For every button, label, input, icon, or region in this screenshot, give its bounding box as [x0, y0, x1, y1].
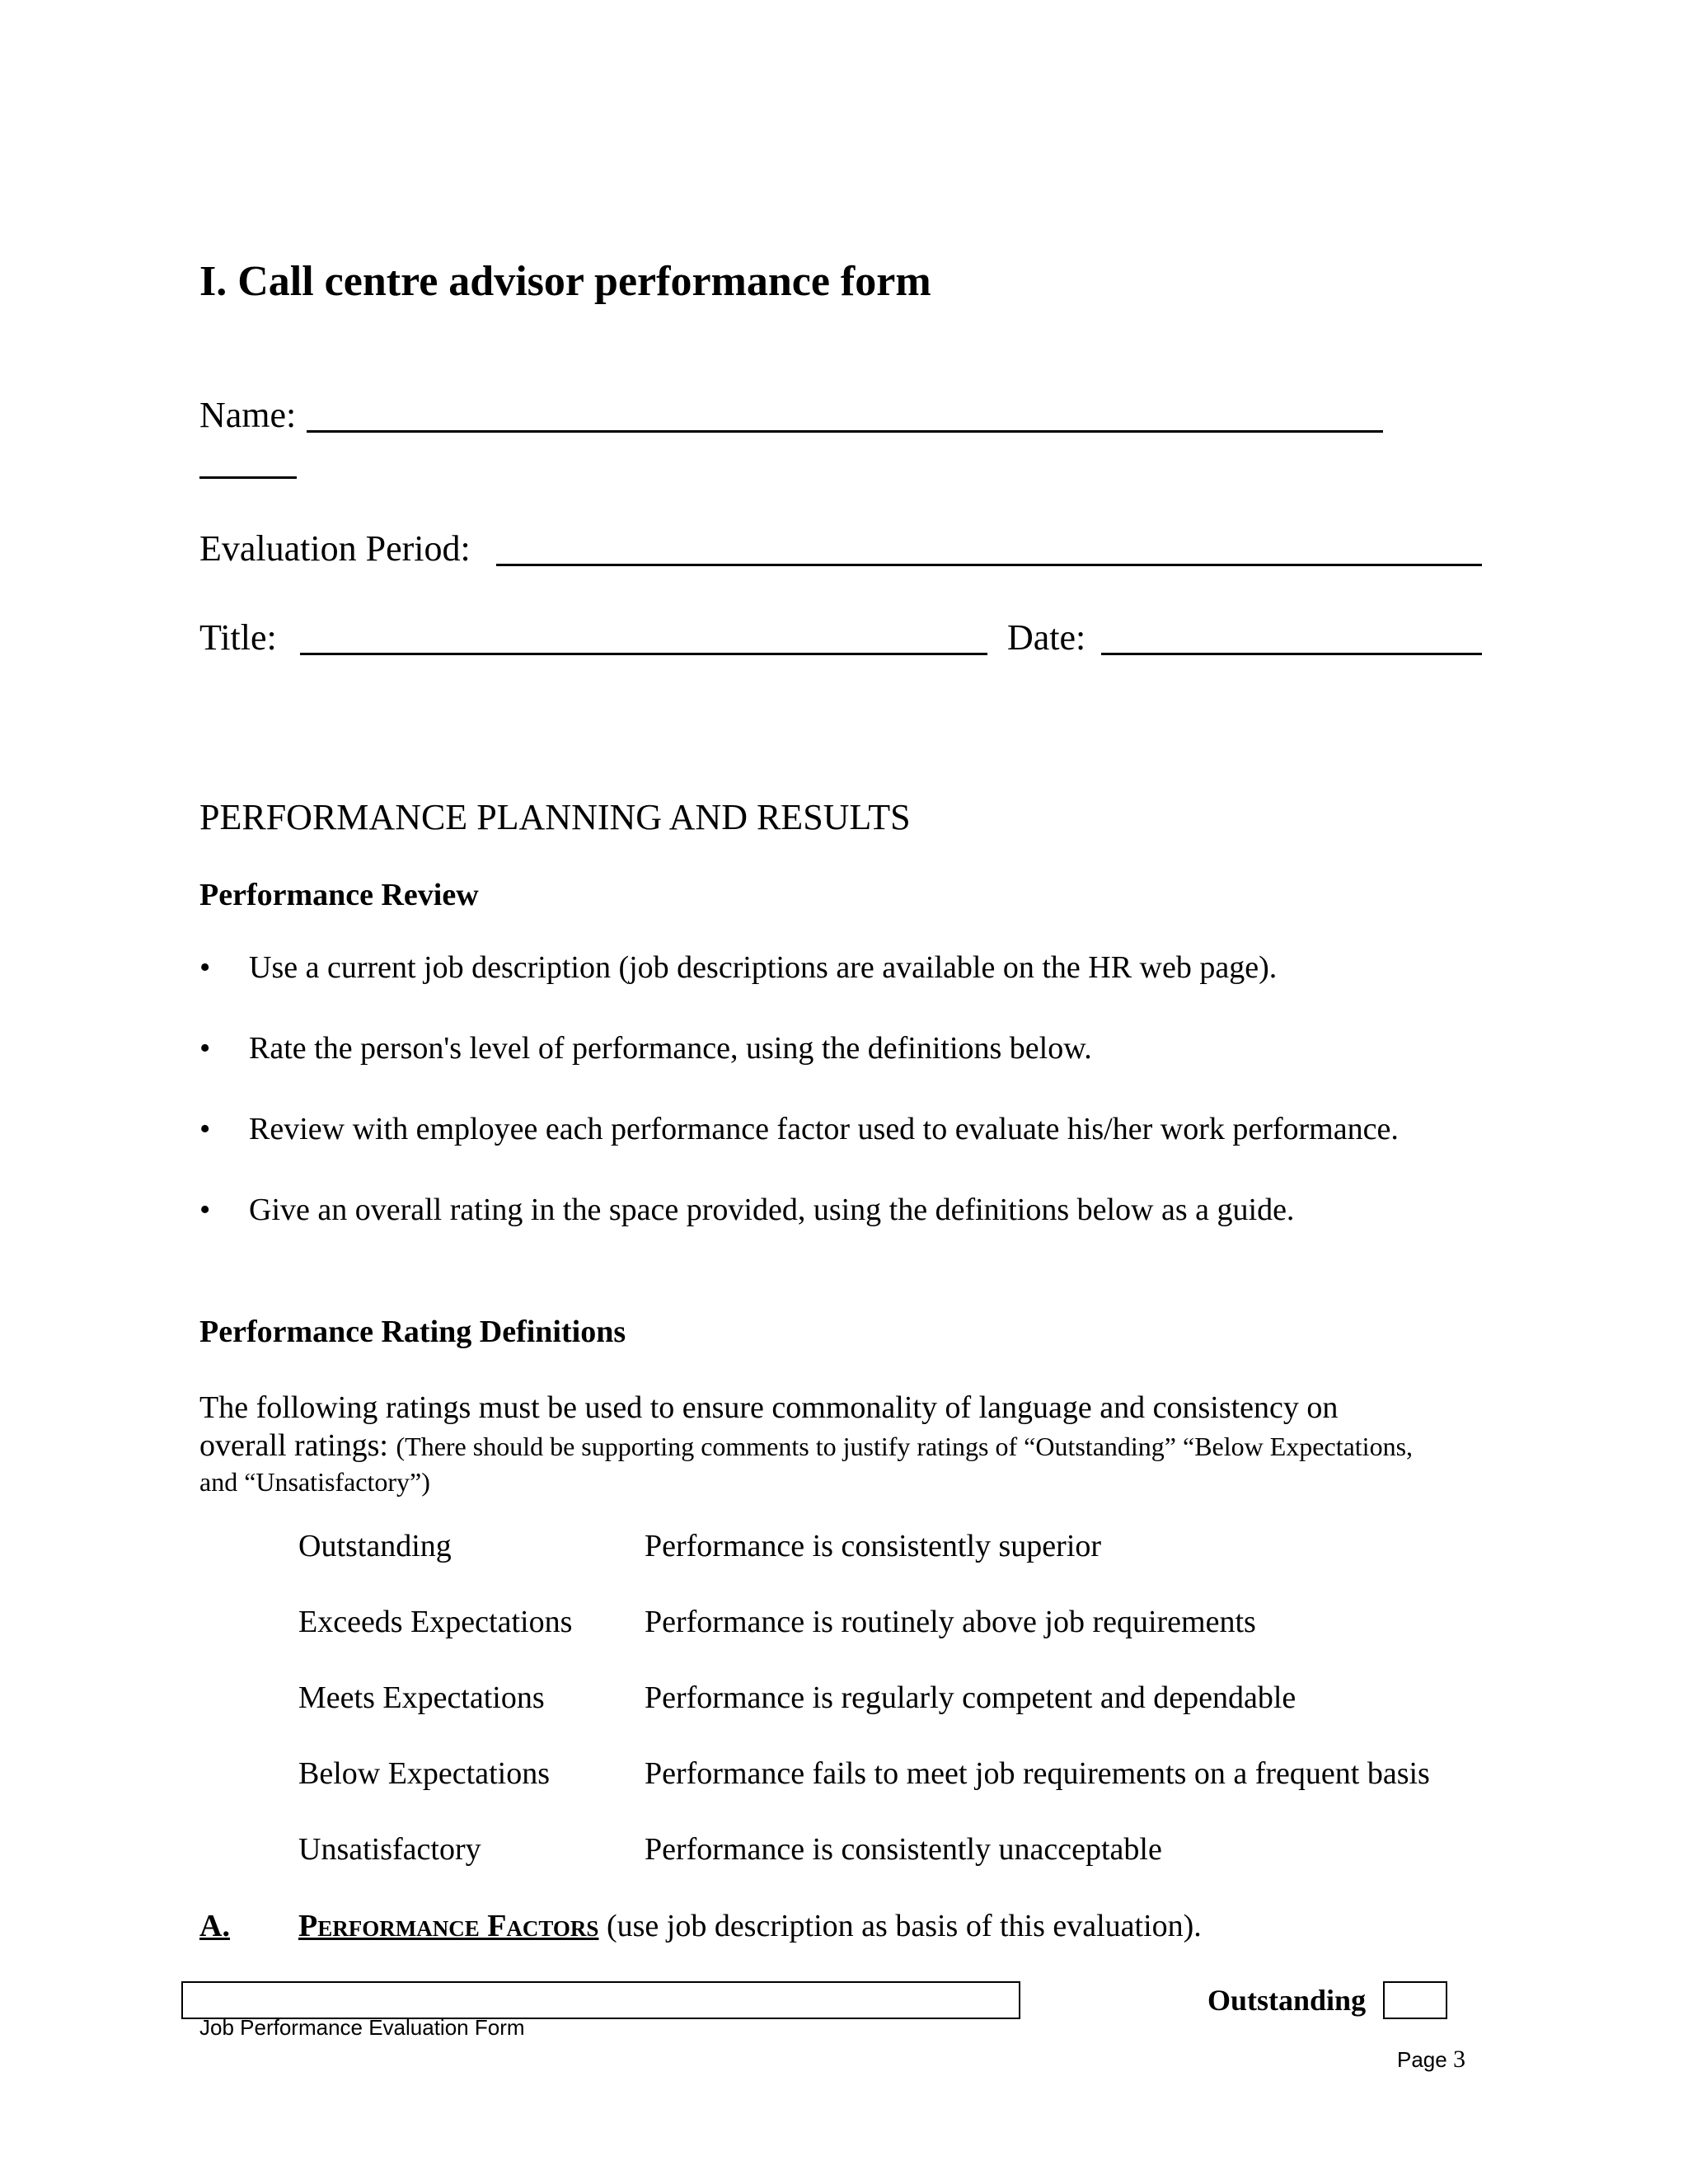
list-item — [199, 949, 1399, 1030]
outstanding-checkbox[interactable] — [1383, 1981, 1447, 2019]
rating-description: Performance fails to meet job requirements on a frequent basis — [645, 1756, 1430, 1791]
list-item — [199, 1111, 1399, 1192]
definitions-heading: Performance Rating Definitions — [199, 1315, 626, 1349]
rating-row-outstanding — [298, 1528, 1101, 1564]
rating-row-exceeds — [298, 1604, 1256, 1640]
rating-description: Performance is regularly competent and dependable — [645, 1680, 1296, 1715]
outstanding-column-label: Outstanding — [1207, 1984, 1367, 2017]
rating-description: Performance is consistently superior — [645, 1529, 1102, 1563]
rating-term: Unsatisfactory — [298, 1832, 481, 1867]
rating-term: Meets Expectations — [298, 1680, 545, 1715]
name-input-line-continued[interactable] — [199, 476, 297, 479]
rating-description: Performance is routinely above job requirements — [645, 1605, 1256, 1639]
list-item — [199, 1192, 1399, 1272]
list-item — [199, 1030, 1399, 1111]
definitions-intro-note: (There should be supporting comments to justify ratings of “Outstanding” “Below Expectations, — [396, 1432, 1414, 1461]
definitions-intro-line-2 — [199, 1427, 1413, 1464]
bullet-icon: • — [199, 1112, 211, 1146]
bullet-text: Rate the person's level of performance, using the definitions below. — [249, 1031, 1092, 1066]
rating-row-below — [298, 1755, 1430, 1792]
factor-name-cell[interactable] — [181, 1981, 1020, 2019]
footer-form-name: Job Performance Evaluation Form — [199, 2015, 525, 2040]
page-number: 3 — [1452, 2046, 1465, 2073]
bullet-text: Review with employee each performance factor used to evaluate his/her work performance. — [249, 1112, 1399, 1146]
rating-term: Exceeds Expectations — [298, 1605, 573, 1639]
rating-row-unsatisfactory — [298, 1831, 1162, 1868]
performance-factors-heading — [199, 1908, 1202, 1944]
evaluation-period-label: Evaluation Period: — [199, 528, 471, 569]
title-label: Title: — [199, 617, 277, 658]
factors-letter: A. — [199, 1909, 230, 1943]
name-label: Name: — [199, 395, 297, 435]
planning-heading: PERFORMANCE PLANNING AND RESULTS — [199, 797, 911, 837]
bullet-text: Give an overall rating in the space provided, using the definitions below as a guide. — [249, 1193, 1295, 1227]
form-title: I. Call centre advisor performance form — [199, 258, 931, 305]
definitions-intro-line-3: and “Unsatisfactory”) — [199, 1467, 430, 1497]
bullet-icon: • — [199, 1193, 211, 1227]
rating-description: Performance is consistently unacceptable — [645, 1832, 1162, 1867]
title-input-line[interactable] — [300, 653, 987, 655]
bullet-text: Use a current job description (job descriptions are available on the HR web page). — [249, 950, 1278, 985]
bullet-icon: • — [199, 1031, 211, 1066]
page-label: Page — [1397, 2047, 1447, 2072]
definitions-intro-line-1: The following ratings must be used to ensure commonality of language and consistency on — [199, 1390, 1339, 1425]
review-bullet-list — [199, 949, 1399, 1272]
rating-term: Below Expectations — [298, 1756, 550, 1791]
review-heading: Performance Review — [199, 878, 479, 912]
factors-title: Performance Factors — [298, 1909, 599, 1943]
definitions-intro-main: overall ratings: — [199, 1428, 388, 1463]
date-label: Date: — [1007, 617, 1086, 658]
bullet-icon: • — [199, 950, 211, 985]
date-input-line[interactable] — [1101, 653, 1482, 655]
factors-note: (use job description as basis of this evaluation). — [606, 1909, 1202, 1943]
footer-page-number — [1397, 2046, 1465, 2074]
rating-term: Outstanding — [298, 1529, 452, 1563]
evaluation-period-input-line[interactable] — [496, 564, 1482, 566]
name-input-line[interactable] — [307, 430, 1383, 433]
rating-row-meets — [298, 1680, 1296, 1716]
